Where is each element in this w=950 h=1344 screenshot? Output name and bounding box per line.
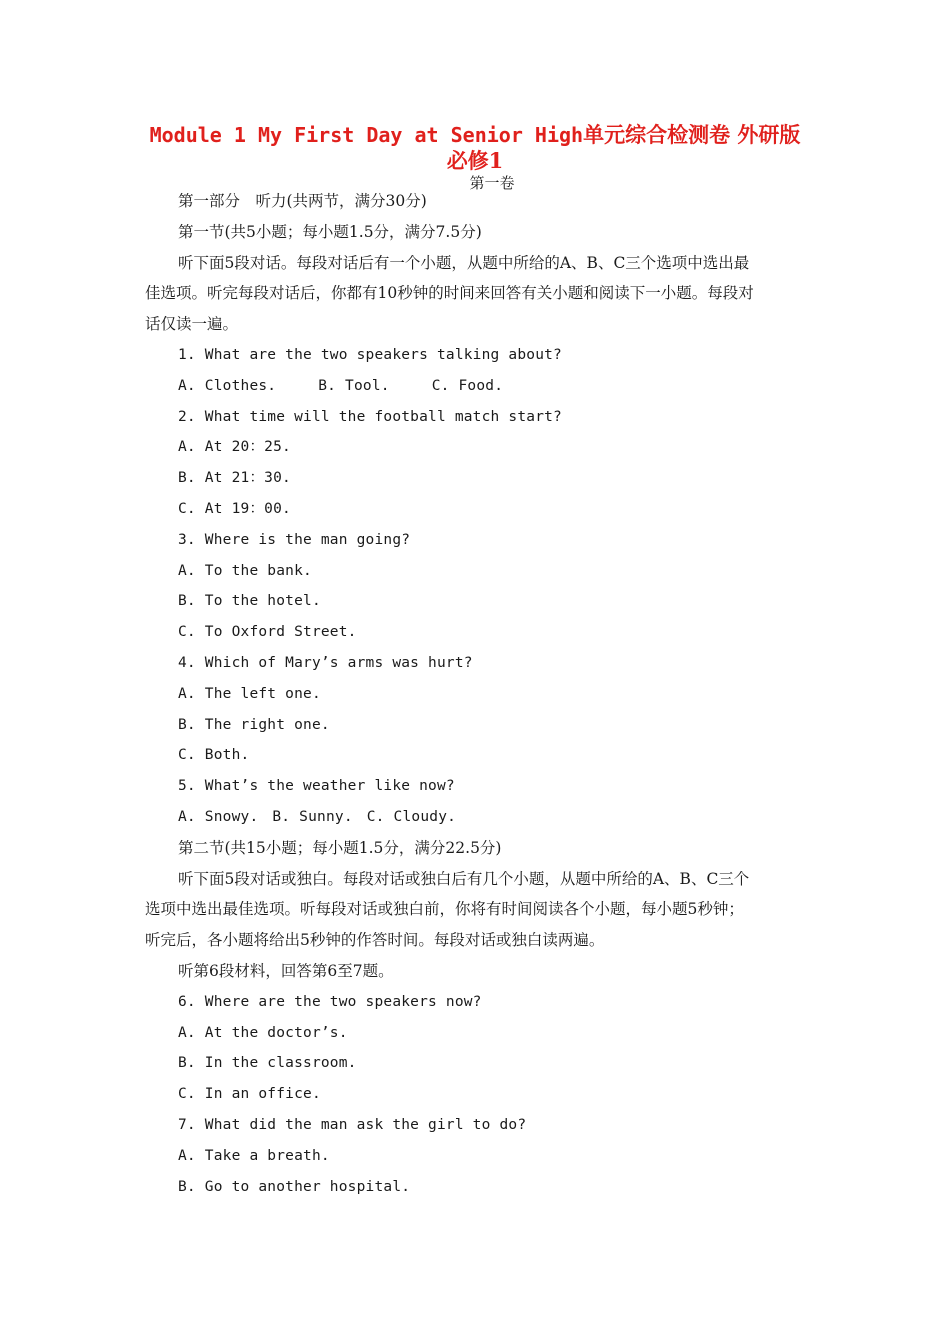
option-row — [145, 371, 810, 402]
title-line-1 — [130, 122, 820, 148]
option-row — [145, 802, 810, 833]
option-c: C. To Oxford Street. — [178, 624, 357, 641]
material-heading: 听第6段材料，回答第6至7题。 — [178, 961, 394, 980]
option-a: A. At 20：25. — [178, 439, 291, 456]
instruction-line: 话仅读一遍。 — [145, 315, 239, 334]
title-english: Module 1 My First Day at Senior High — [149, 123, 584, 147]
option-b: B. The right one. — [178, 716, 330, 733]
option-a: A. Clothes. — [178, 377, 277, 394]
option-b: B. Go to another hospital. — [178, 1178, 411, 1195]
option-c: C. Food. — [431, 377, 504, 394]
question-text: 2. What time will the football match start? — [178, 408, 562, 425]
option-c: C. Both. — [178, 747, 250, 764]
option-c: C. Cloudy. — [366, 808, 457, 825]
option-a: A. The left one. — [178, 685, 321, 702]
instruction-line: 听下面5段对话或独白。每段对话或独白后有几个小题，从题中所给的A、B、C三个 — [178, 869, 750, 888]
question-text: 3. Where is the man going? — [178, 531, 411, 548]
option-a: A. Snowy. — [178, 808, 259, 825]
volume-label: 第一卷 — [469, 174, 515, 192]
option-b: B. To the hotel. — [178, 593, 321, 610]
option-b: B. In the classroom. — [178, 1055, 357, 1072]
title-line-2: 必修1 — [446, 148, 504, 173]
option-a: A. To the bank. — [178, 562, 312, 579]
option-a: A. At the doctor’s. — [178, 1024, 348, 1041]
option-b: B. At 21：30. — [178, 470, 291, 487]
question-text: 5. What’s the weather like now? — [178, 778, 455, 795]
document-body — [145, 186, 810, 1202]
question-text: 1. What are the two speakers talking about? — [178, 346, 562, 363]
option-c: C. In an office. — [178, 1086, 321, 1103]
option-b: B. Tool. — [318, 377, 390, 394]
section-heading: 第二节(共15小题；每小题1.5分，满分22.5分) — [178, 838, 502, 857]
instruction-line: 选项中选出最佳选项。听每段对话或独白前，你将有时间阅读各个小题，每小题5秒钟； — [145, 900, 744, 919]
option-b: B. Sunny. — [272, 808, 353, 825]
option-a: A. Take a breath. — [178, 1147, 330, 1164]
title-chinese: 单元综合检测卷 外研版 — [583, 122, 801, 147]
question-text: 4. Which of Mary’s arms was hurt? — [178, 654, 473, 671]
section-heading: 第一节(共5小题；每小题1.5分，满分7.5分) — [178, 222, 482, 241]
instruction-line: 听完后，各小题将给出5秒钟的作答时间。每段对话或独白读两遍。 — [145, 931, 605, 950]
part-heading: 第一部分 听力(共两节，满分30分) — [178, 192, 427, 210]
option-c: C. At 19：00. — [178, 500, 291, 517]
question-text: 6. Where are the two speakers now? — [178, 993, 482, 1010]
instruction-line: 佳选项。听完每段对话后，你都有10秒钟的时间来回答有关小题和阅读下一小题。每段对 — [145, 284, 754, 303]
document-title — [130, 122, 820, 174]
question-text: 7. What did the man ask the girl to do? — [178, 1116, 527, 1133]
instruction-line: 听下面5段对话。每段对话后有一个小题，从题中所给的A、B、C三个选项中选出最 — [178, 253, 750, 272]
